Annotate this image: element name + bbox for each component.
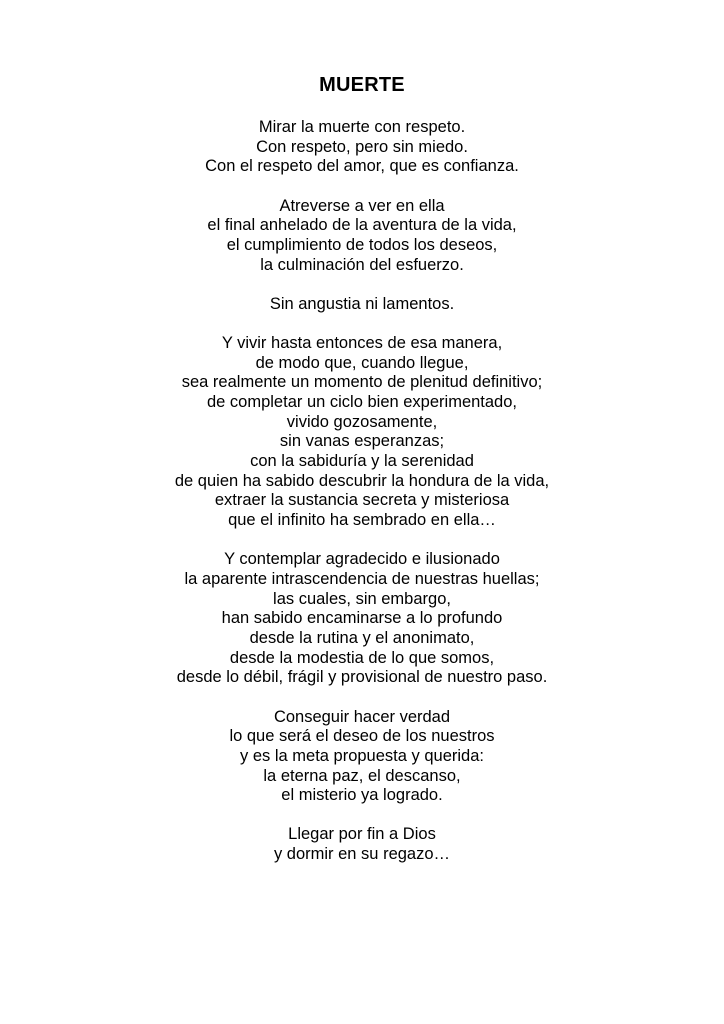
poem-line: han sabido encaminarse a lo profundo: [221, 609, 503, 628]
poem-line: y dormir en su regazo…: [273, 845, 451, 864]
poem-line: la aparente intrascendencia de nuestras huellas;: [184, 569, 540, 588]
poem-line: desde lo débil, frágil y provisional de nuestro paso.: [176, 668, 548, 687]
poem-line: y es la meta propuesta y querida:: [240, 746, 484, 765]
poem-line: Y vivir hasta entonces de esa manera,: [221, 333, 503, 352]
poem-line: sin vanas esperanzas;: [279, 432, 445, 451]
poem-line: Sin angustia ni lamentos.: [269, 294, 455, 313]
poem-line: vivido gozosamente,: [286, 412, 438, 431]
poem-title: MUERTE: [319, 74, 405, 96]
poem-body: [0, 118, 724, 884]
poem-line: Con el respeto del amor, que es confianza.: [205, 157, 519, 176]
poem-stanza: [0, 825, 724, 864]
poem-stanza: [0, 118, 724, 177]
poem-line: extraer la sustancia secreta y misteriosa: [214, 491, 510, 510]
poem-line: Conseguir hacer verdad: [273, 707, 451, 726]
poem-line: de completar un ciclo bien experimentado,: [206, 392, 517, 411]
poem-line: desde la modestia de lo que somos,: [229, 648, 495, 667]
poem-line: Mirar la muerte con respeto.: [258, 118, 466, 136]
poem-line: el final anhelado de la aventura de la vida,: [207, 216, 517, 235]
poem-line: la culminación del esfuerzo.: [260, 255, 464, 274]
poem-line: de modo que, cuando llegue,: [255, 353, 469, 372]
poem-stanza: [0, 197, 724, 276]
poem-line: el misterio ya logrado.: [281, 786, 443, 805]
poem-line: Llegar por fin a Dios: [288, 825, 436, 844]
poem-line: Con respeto, pero sin miedo.: [256, 137, 468, 156]
poem-stanza: [0, 708, 724, 807]
poem-line: de quien ha sabido descubrir la hondura de la vida,: [174, 471, 550, 490]
poem-line: con la sabiduría y la serenidad: [250, 452, 474, 471]
poem-line: Atreverse a ver en ella: [279, 196, 445, 215]
poem-line: las cuales, sin embargo,: [273, 589, 451, 608]
poem-line: desde la rutina y el anonimato,: [249, 629, 475, 648]
poem-line: la eterna paz, el descanso,: [263, 766, 461, 785]
poem-stanza: [0, 550, 724, 688]
poem-line: el cumplimiento de todos los deseos,: [226, 235, 498, 254]
poem-stanza: [0, 295, 724, 315]
poem-line: sea realmente un momento de plenitud definitivo;: [181, 373, 543, 392]
poem-line: que el infinito ha sembrado en ella…: [228, 511, 496, 530]
poem-stanza: [0, 334, 724, 531]
poem-line: lo que será el deseo de los nuestros: [229, 727, 495, 746]
poem-line: Y contemplar agradecido e ilusionado: [224, 550, 500, 569]
